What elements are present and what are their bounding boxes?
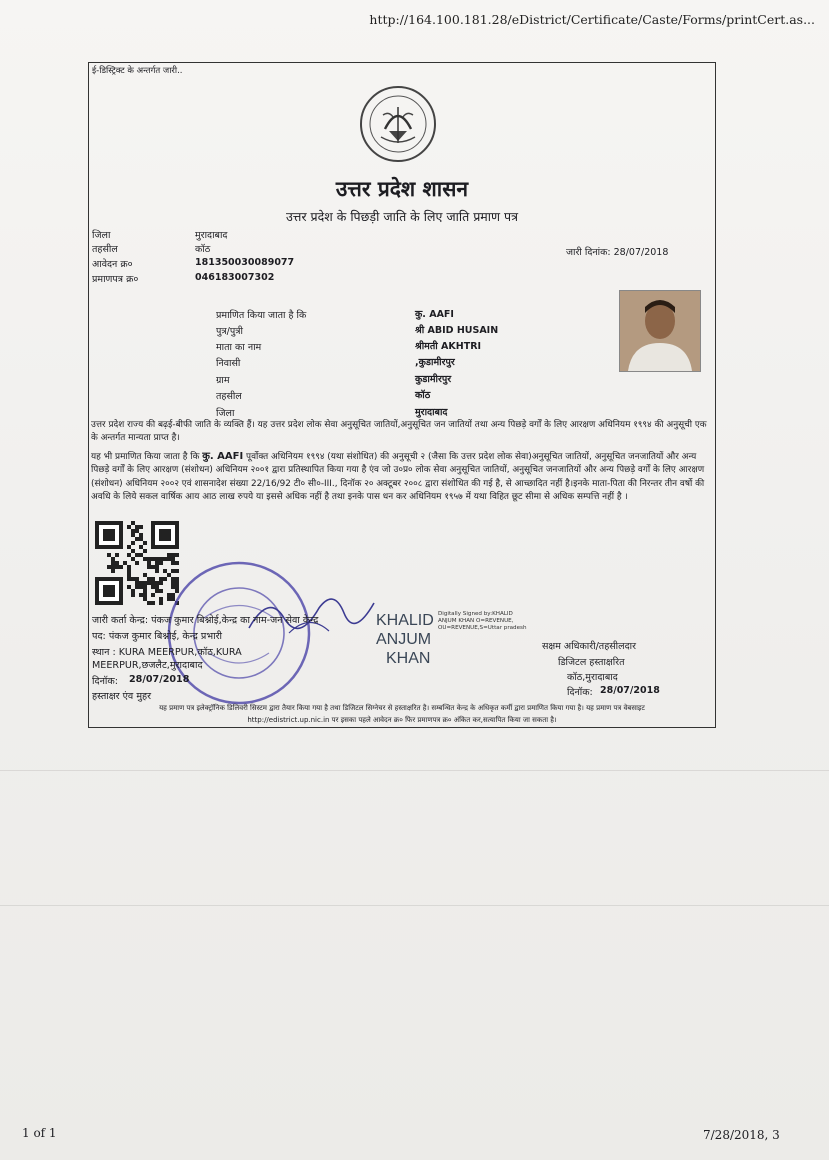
certificate-number: 046183007302 [195,272,275,283]
print-url: http://164.100.181.28/eDistrict/Certificate/Caste/Forms/printCert.as... [369,12,815,27]
detail-label: निवासी [216,358,241,369]
digital-sign-note: Digitally Signed by:KHALID ANJUM KHAN O=REVENUE, OU=REVENUE,S=Uttar pradesh [438,611,527,632]
issue-date: जारी दिनांक: 28/07/2018 [566,247,669,258]
meta-label: तहसील [92,244,118,255]
certificate-subtitle: उत्तर प्रदेश के पिछड़ी जाति के लिए जाति प्रमाण पत्र [285,209,519,224]
authority-date-label: दिनॉक: [567,687,593,698]
authority-place: कॉठ,मुरादाबाद [567,672,618,683]
authority-title: सक्षम अधिकारी/तहसीलदार [542,641,636,652]
eligibility-paragraph: यह भी प्रमाणित किया जाता है कि कु. AAFI पूर्वोक्त अधिनियम १९९४ (यथा संशोधित) की अनुसूची २ (जैसा कि उत्तर प्रदेश लोक सेवा)अनुसूचित जातियों, अनुसूचित जनजातियों और अन्य पिछड़े वर्गों के लिए आरक्षण (संशोधन) अधिनियम २००१ द्वारा प्रतिस्थापित किया गया है एंव जो उ०प्र० लोक सेवा अनुसूचित जातियों, अनुसूचित जनजातियों और अन्य पिछड़े वर्गों के लिए आरक्षण (संशोधन) अधिनियम २००२ एवं शासनादेश संख्या 22/16/92 टी० सी०-III., दिनॉक २० अक्टूबर २००८ द्वारा संशोधित की गई है, से आच्छादित नहीं है।इनके माता-पिता की निरन्तर तीन वर्षो की अवधि के लिये सकल वार्षिक आय आठ लाख रुपये या इससे अधिक नहीं है तथा इनके पास धन कर अधिनियम १९५७ में यथा विहित छूट सीमा से अधिक सम्पत्ति नहीं है । [91,451,705,503]
detail-label: तहसील [216,391,242,402]
authority-digital: डिजिटल हस्ताक्षरित [558,657,625,668]
digital-signer-name: KHALID ANJUM KHAN [376,612,434,667]
application-number: 181350030089077 [195,257,295,268]
applicant-photo [619,290,701,372]
caste-paragraph: उत्तर प्रदेश राज्य की बढ़ई-बीफी जाति के व्यक्ति हैं। यह उत्तर प्रदेश लोक सेवा अनुसूचित जातियों,अनुसूचित जन जातियों तथा अन्य पिछड़े वर्गों के लिए आरक्षण अधिनियम १९९४ की अनुसूची एक के अन्तर्गत मान्यता प्राप्त है। [91,420,707,444]
detail-label: पुत्र/पुत्री [216,326,243,337]
district: मुरादाबाद [415,407,448,418]
issued-under-note: ई-डिस्ट्रिक्ट के अन्तर्गत जारी.. [92,66,183,76]
certificate [88,62,716,728]
meta-label: जिला [92,230,111,241]
fold-line [0,905,829,906]
detail-label: ग्राम [216,375,230,386]
meta-value: कॉठ [195,244,211,255]
issuer-sign-label: हस्ताक्षर एंव मुहर [92,691,152,702]
father-name: श्री ABID HUSAIN [415,325,499,336]
issuer-date: 28/07/2018 [129,674,190,685]
meta-value: मुरादाबाद [195,230,228,241]
village: कुडामीरपुर [415,374,452,385]
meta-label: प्रमाणपत्र क्र० [92,274,139,285]
residence: ,कुडामीरपुर [415,357,455,368]
issuer-post: पद: पंकज कुमार बिश्नोई, केन्द्र प्रभारी [92,631,222,642]
tehsil: कॉठ [415,390,431,401]
issuer-center: जारी कर्ता केन्द्र: पंकज कुमार बिश्नोई,केन्द्र का नाम-जन सेवा केन्द्र [92,615,319,626]
detail-label: जिला [216,408,235,419]
page-count: 1 of 1 [22,1126,57,1140]
detail-label: प्रमाणित किया जाता है कि [216,310,307,321]
issuer-place: स्थान : KURA MEERPUR,कॉठ,KURA [92,647,242,658]
meta-label: आवेदन क्र० [92,259,133,270]
certificate-title: उत्तर प्रदेश शासन [335,176,469,201]
issuer-place-2: MEERPUR,छजलैट,मुरादाबाद [92,660,203,671]
verification-url-note: http://edistrict.up.nic.in पर इसका पहले आवेदन क्र० फिर प्रमाणपत्र क्र० अंकित कर,सत्यापित किया जा सकता है। [247,716,557,724]
detail-label: माता का नाम [216,342,262,353]
mother-name: श्रीमती AKHTRI [415,341,482,352]
fold-line [0,770,829,771]
authority-date: 28/07/2018 [600,685,660,696]
verification-note: यह प्रमाण पत्र इलेक्ट्रॉनिक डिलिवरी सिस्टम द्वारा तैयार किया गया है तथा डिजिटल सिग्नेचर से हस्ताक्षरित है। सम्बन्धित केन्द्र के अधिकृत कर्मी द्वारा प्रमाणित किया गया है। यह प्रमाण पत्र वेबसाइट [159,704,645,712]
applicant-name: कु. AAFI [415,309,454,320]
print-timestamp: 7/28/2018, 3 [703,1128,780,1142]
up-emblem-icon [359,85,437,163]
issuer-date-label: दिनॉक: [92,676,118,687]
